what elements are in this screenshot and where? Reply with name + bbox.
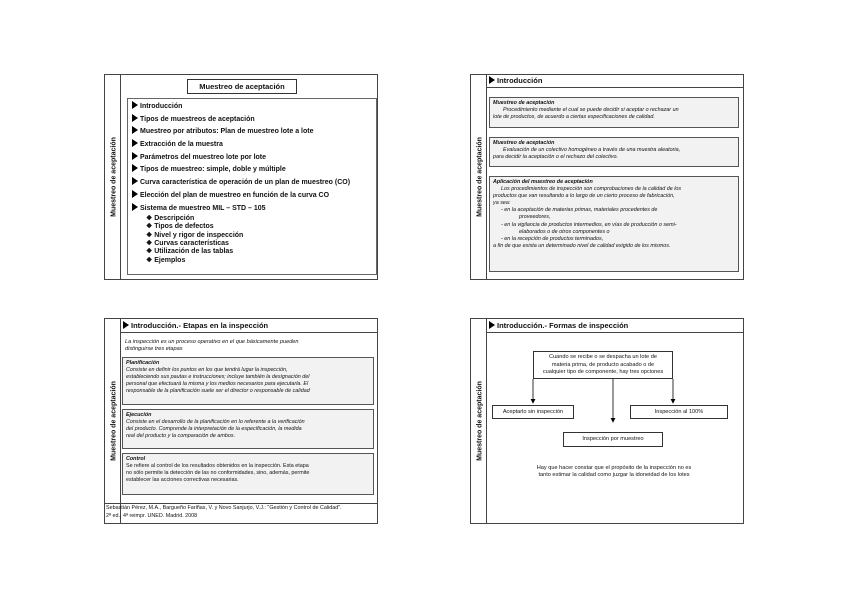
diamond-bullet-icon: ❖	[146, 223, 155, 231]
slide-4-note: Hay que hacer constar que el propósito de la inspección no es tanto estimar la calidad como juzgar la idoneidad de los lotes	[536, 465, 692, 479]
triangle-bullet-icon	[132, 101, 138, 109]
sidebar-label: Muestreo de aceptación	[110, 137, 117, 217]
option-100-inspection: Inspección al 100%	[630, 405, 728, 419]
slide-4-header: Introducción.- Formas de inspección	[489, 321, 628, 330]
triangle-bullet-icon	[132, 152, 138, 160]
outline-subitem: ❖ Ejemplos	[146, 256, 186, 264]
triangle-bullet-icon	[489, 76, 495, 84]
definition-box-2: Muestreo de aceptación Evaluación de un colectivo homogéneo a través de una muestra aleatoria, para decidir la aceptación o el rechazo del colectivo.	[489, 137, 739, 167]
outline-item: Tipos de muestreos de aceptación	[132, 114, 376, 127]
outline-item: Introducción	[132, 101, 376, 114]
triangle-bullet-icon	[123, 321, 129, 329]
application-box: Aplicación del muestreo de aceptación Los procedimientos de inspección son comprobaciones de la calidad de los productos que van resultando a lo largo de un cierto proceso de fabricación, ya sea: - en la aceptación de materias primas, materiales procedentes de proveedores, - en la vigilancia de productos intermedios, en vías de producción o semi- elaborados o de otros componentes o - en la recepción de productos terminados, a fin de que exista un determinado nivel de calidad exigido de los mismos.	[489, 176, 739, 272]
outline-item: Extracción de la muestra	[132, 139, 376, 152]
outline-item: Tipos de muestreo: simple, doble y múltiple	[132, 164, 376, 177]
triangle-bullet-icon	[132, 164, 138, 172]
option-sampling-inspection: Inspección por muestreo	[563, 432, 663, 447]
sidebar-label: Muestreo de aceptación	[476, 137, 483, 217]
option-accept-without-inspection: Aceptarlo sin inspección	[492, 405, 574, 419]
definition-box-1: Muestreo de aceptación Procedimiento mediante el cual se puede decidir si aceptar o rechazar un lote de productos, de acuerdo a ciertas especificaciones de calidad.	[489, 97, 739, 128]
triangle-bullet-icon	[132, 203, 138, 211]
slide-3-sidebar	[105, 319, 121, 523]
slide-3-header: Introducción.- Etapas en la inspección	[123, 321, 268, 330]
outline-item: Sistema de muestreo MIL – STD – 105	[132, 203, 376, 216]
sidebar-label: Muestreo de aceptación	[476, 381, 483, 461]
outline-subitem: ❖ Nivel y rigor de inspección	[146, 231, 244, 239]
outline-item: Curva característica de operación de un plan de muestreo (CO)	[132, 177, 376, 190]
diamond-bullet-icon: ❖	[146, 256, 155, 264]
outline-subitem: ❖ Tipos de defectos	[146, 223, 214, 231]
outline-subitem: ❖ Curvas características	[146, 240, 229, 248]
sidebar-label: Muestreo de aceptación	[110, 381, 117, 461]
slide-3-intro: La inspección es un proceso operativo en el que básicamente pueden distinguirse tres etapas	[125, 339, 299, 353]
slide-2-introduction	[470, 74, 744, 280]
triangle-bullet-icon	[132, 177, 138, 185]
diamond-bullet-icon: ❖	[146, 231, 155, 239]
stage-box-planning: Planificación Consiste en definir los puntos en los que tendrá lugar la inspección, estableciendo sus pautas e instrucciones; incluye también la designación del personal que efectuará la misma y los medios necesarios para ejecutarla. El responsable de la planificación suele ser el director o responsable de calidad	[122, 357, 374, 405]
diamond-bullet-icon: ❖	[146, 215, 155, 223]
slide-1-title: Muestreo de aceptación	[187, 79, 297, 94]
header-divider	[486, 87, 743, 88]
slide-2-header: Introducción	[489, 76, 542, 85]
slide-4-inspection-forms	[470, 318, 744, 524]
stage-box-control: Control Se refiere al control de los resultados obtenidos en la inspección. Esta etapa no sólo permite la detección de las no conformidades, sino, además, permite establecer las acciones correctivas necesarias.	[122, 453, 374, 495]
diamond-bullet-icon: ❖	[146, 248, 155, 256]
triangle-bullet-icon	[132, 190, 138, 198]
situation-box: Cuando se recibe o se despacha un lote de materia prima, de producto acabado o de cualquier tipo de componente, hay tres opciones	[533, 351, 673, 379]
outline-subitem: ❖ Utilización de las tablas	[146, 248, 234, 256]
stage-box-execution: Ejecución Consiste en el desarrollo de la planificación en lo referente a la verificación del producto. Comprende la interpretación de la especificación, la medida real del producto y la comparación de ambos.	[122, 409, 374, 449]
triangle-bullet-icon	[132, 126, 138, 134]
header-divider	[120, 332, 377, 333]
flow-arrows	[471, 319, 745, 525]
triangle-bullet-icon	[132, 139, 138, 147]
footer-divider	[105, 503, 377, 504]
outline-menu	[127, 98, 377, 275]
slide-2-sidebar	[471, 75, 487, 279]
triangle-bullet-icon	[132, 114, 138, 122]
outline-item: Parámetros del muestreo lote por lote	[132, 152, 376, 165]
outline-subitem: ❖ Descripción	[146, 215, 195, 223]
slide-1-sidebar	[105, 75, 121, 279]
outline-item: Elección del plan de muestreo en función de la curva CO	[132, 190, 376, 203]
slide-3-inspection-stages	[104, 318, 378, 524]
citation: Sebastián Pérez, M.A., Bargueño Fariñas, V. y Novo Sanjurjo, V.J.: "Gestión y Control de Calidad". 2ª ed., 4ª reimpr. UNED. Madrid. 2008	[106, 505, 342, 519]
diamond-bullet-icon: ❖	[146, 240, 155, 248]
outline-item: Muestreo por atributos: Plan de muestreo lote a lote	[132, 126, 376, 139]
slide-1-outline	[104, 74, 378, 280]
